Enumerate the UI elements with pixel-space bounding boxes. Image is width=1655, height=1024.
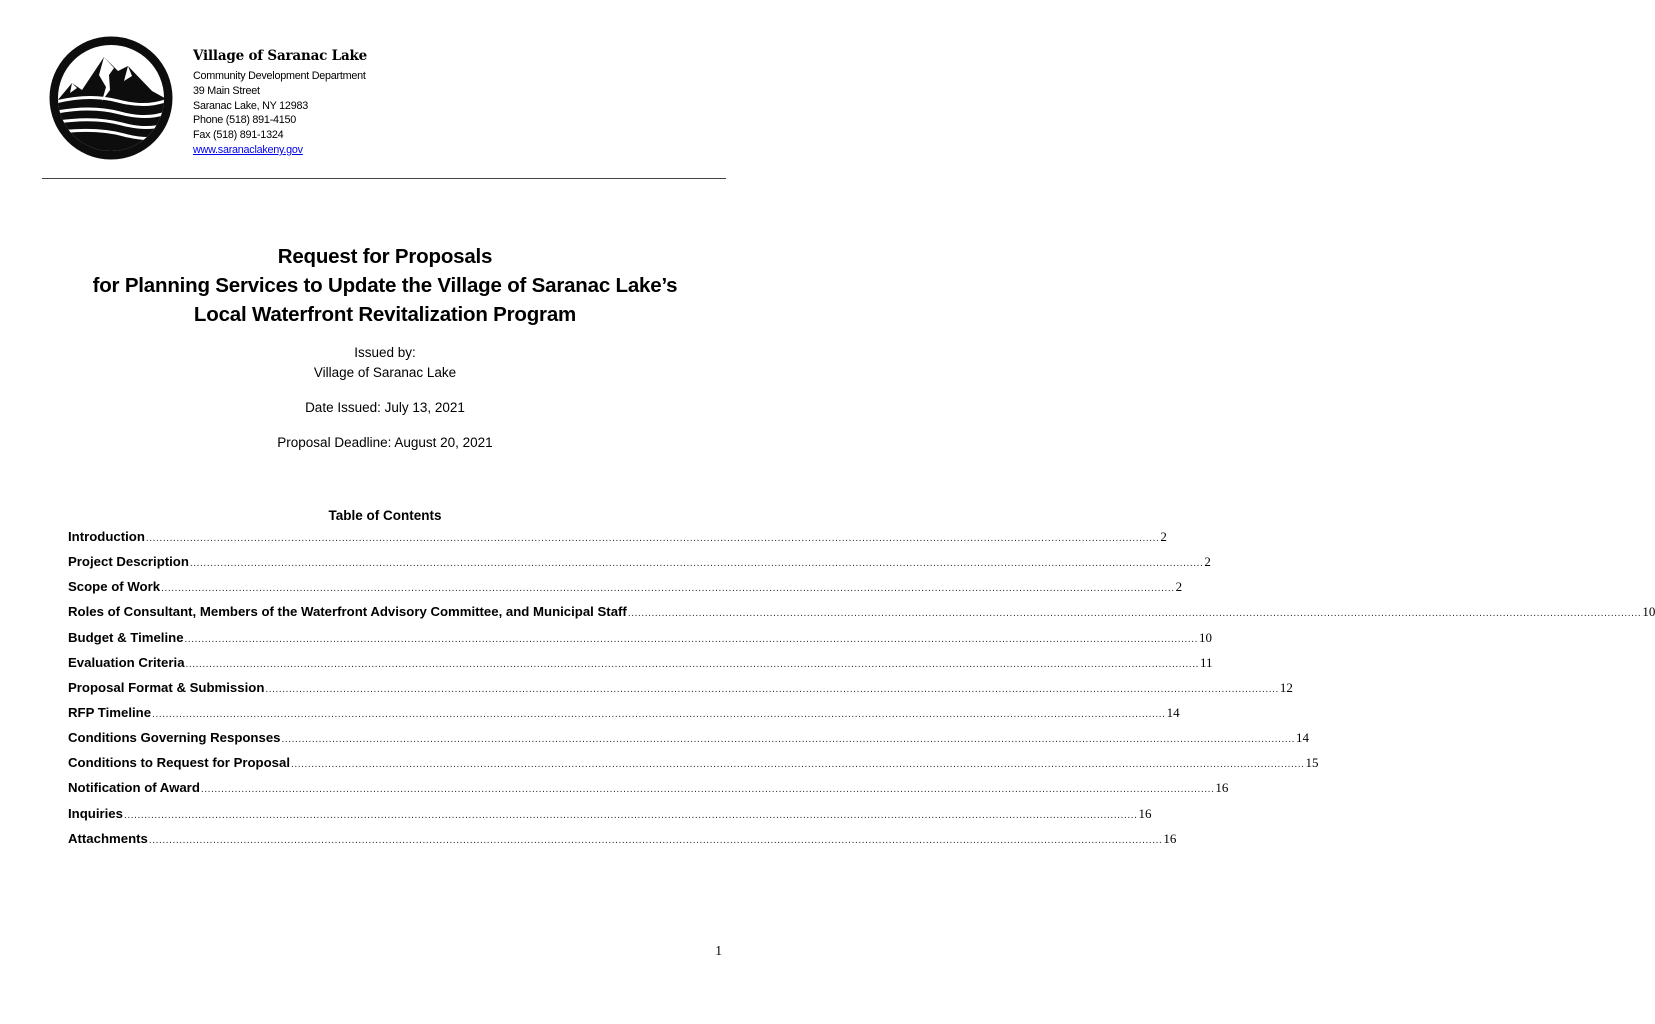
toc-entry[interactable] (68, 804, 1152, 829)
toc-label: Roles of Consultant, Members of the Waterfront Advisory Committee, and Municipal Staff (68, 604, 627, 620)
title-line-1: Request for Proposals (277, 245, 493, 268)
document-title (0, 242, 770, 329)
street-address: 39 Main Street (193, 84, 260, 97)
header-divider (42, 178, 726, 179)
toc-label: Notification of Award (68, 780, 200, 796)
toc-leader: ............................................................................................................................................................................................................................................................................................................ (627, 608, 1642, 620)
toc-page: 15 (1305, 755, 1319, 771)
fax: Fax (518) 891-1324 (193, 129, 284, 142)
proposal-deadline: Proposal Deadline: August 20, 2021 (277, 435, 493, 450)
toc-page: 16 (1138, 805, 1152, 821)
toc-entry[interactable] (68, 527, 1167, 552)
date-issued: Date Issued: July 13, 2021 (305, 400, 465, 415)
toc-entry[interactable] (68, 653, 1213, 678)
issued-by-label: Issued by: (354, 345, 416, 360)
website-link[interactable]: www.saranaclakeny.gov (193, 143, 303, 156)
toc-entry[interactable] (68, 602, 1655, 627)
org-name: Village of Saranac Lake (193, 48, 368, 64)
toc-label: Budget & Timeline (68, 629, 184, 645)
toc-leader: ............................................................................................................................................................................................................................................................................................................ (200, 784, 1215, 796)
toc-leader: ............................................................................................................................................................................................................................................................................................................ (123, 809, 1138, 821)
issuer-name: Village of Saranac Lake (313, 364, 457, 380)
toc-leader: ............................................................................................................................................................................................................................................................................................................ (152, 708, 1166, 720)
toc-label: Conditions Governing Responses (68, 730, 281, 746)
toc-label: Project Description (68, 554, 189, 570)
title-line-2: for Planning Services to Update the Village of Saranac Lake’s (92, 274, 678, 297)
issued-by-block (0, 343, 770, 382)
toc-leader: ............................................................................................................................................................................................................................................................................................................ (291, 759, 1305, 771)
phone: Phone (518) 891-4150 (193, 114, 297, 127)
toc-leader: ............................................................................................................................................................................................................................................................................................................ (265, 683, 1279, 695)
toc-page: 2 (1204, 554, 1211, 570)
title-line-3: Local Waterfront Revitalization Program (193, 303, 577, 326)
toc-page: 10 (1199, 629, 1213, 645)
toc-page: 10 (1642, 604, 1655, 620)
toc-label: Introduction (68, 529, 145, 544)
toc-page: 11 (1200, 654, 1213, 670)
toc-entry[interactable] (68, 703, 1180, 728)
toc-page: 14 (1296, 730, 1309, 746)
toc-label: Conditions to Request for Proposal (68, 755, 290, 771)
toc-page: 2 (1160, 529, 1167, 544)
village-logo (48, 35, 174, 161)
toc-label: Inquiries (68, 805, 123, 821)
toc-label: Proposal Format & Submission (68, 679, 265, 695)
toc-page: 2 (1175, 579, 1183, 595)
department: Community Development Department (193, 70, 366, 82)
toc-entry[interactable] (68, 778, 1229, 803)
toc-entry[interactable] (68, 552, 1211, 577)
toc-leader: ............................................................................................................................................................................................................................................................................................................ (184, 633, 1199, 645)
toc-leader: ............................................................................................................................................................................................................................................................................................................ (185, 658, 1200, 670)
table-of-contents (68, 527, 1655, 854)
city-state-zip: Saranac Lake, NY 12983 (193, 99, 308, 112)
toc-leader: ............................................................................................................................................................................................................................................................................................................ (281, 734, 1295, 746)
toc-page: 14 (1166, 704, 1180, 720)
toc-heading: Table of Contents (328, 508, 442, 523)
toc-entry[interactable] (68, 728, 1309, 753)
toc-page: 16 (1215, 780, 1229, 796)
toc-label: Attachments (68, 830, 148, 846)
toc-entry[interactable] (68, 628, 1213, 653)
toc-entry[interactable] (68, 753, 1319, 778)
toc-label: RFP Timeline (68, 704, 152, 720)
toc-entry[interactable] (68, 678, 1293, 703)
toc-entry[interactable] (68, 577, 1183, 602)
toc-label: Evaluation Criteria (68, 654, 185, 670)
letterhead (193, 48, 367, 158)
page-number: 1 (715, 943, 722, 958)
toc-entry[interactable] (68, 829, 1177, 854)
toc-page: 16 (1163, 830, 1177, 846)
toc-page: 12 (1279, 679, 1293, 695)
toc-label: Scope of Work (68, 579, 161, 595)
toc-leader: ............................................................................................................................................................................................................................................................................................................ (189, 558, 1204, 570)
toc-leader: ............................................................................................................................................................................................................................................................................................................ (148, 834, 1163, 846)
toc-leader: ............................................................................................................................................................................................................................................................................................................ (161, 583, 1175, 595)
toc-leader: ............................................................................................................................................................................................................................................................................................................ (145, 533, 1160, 544)
